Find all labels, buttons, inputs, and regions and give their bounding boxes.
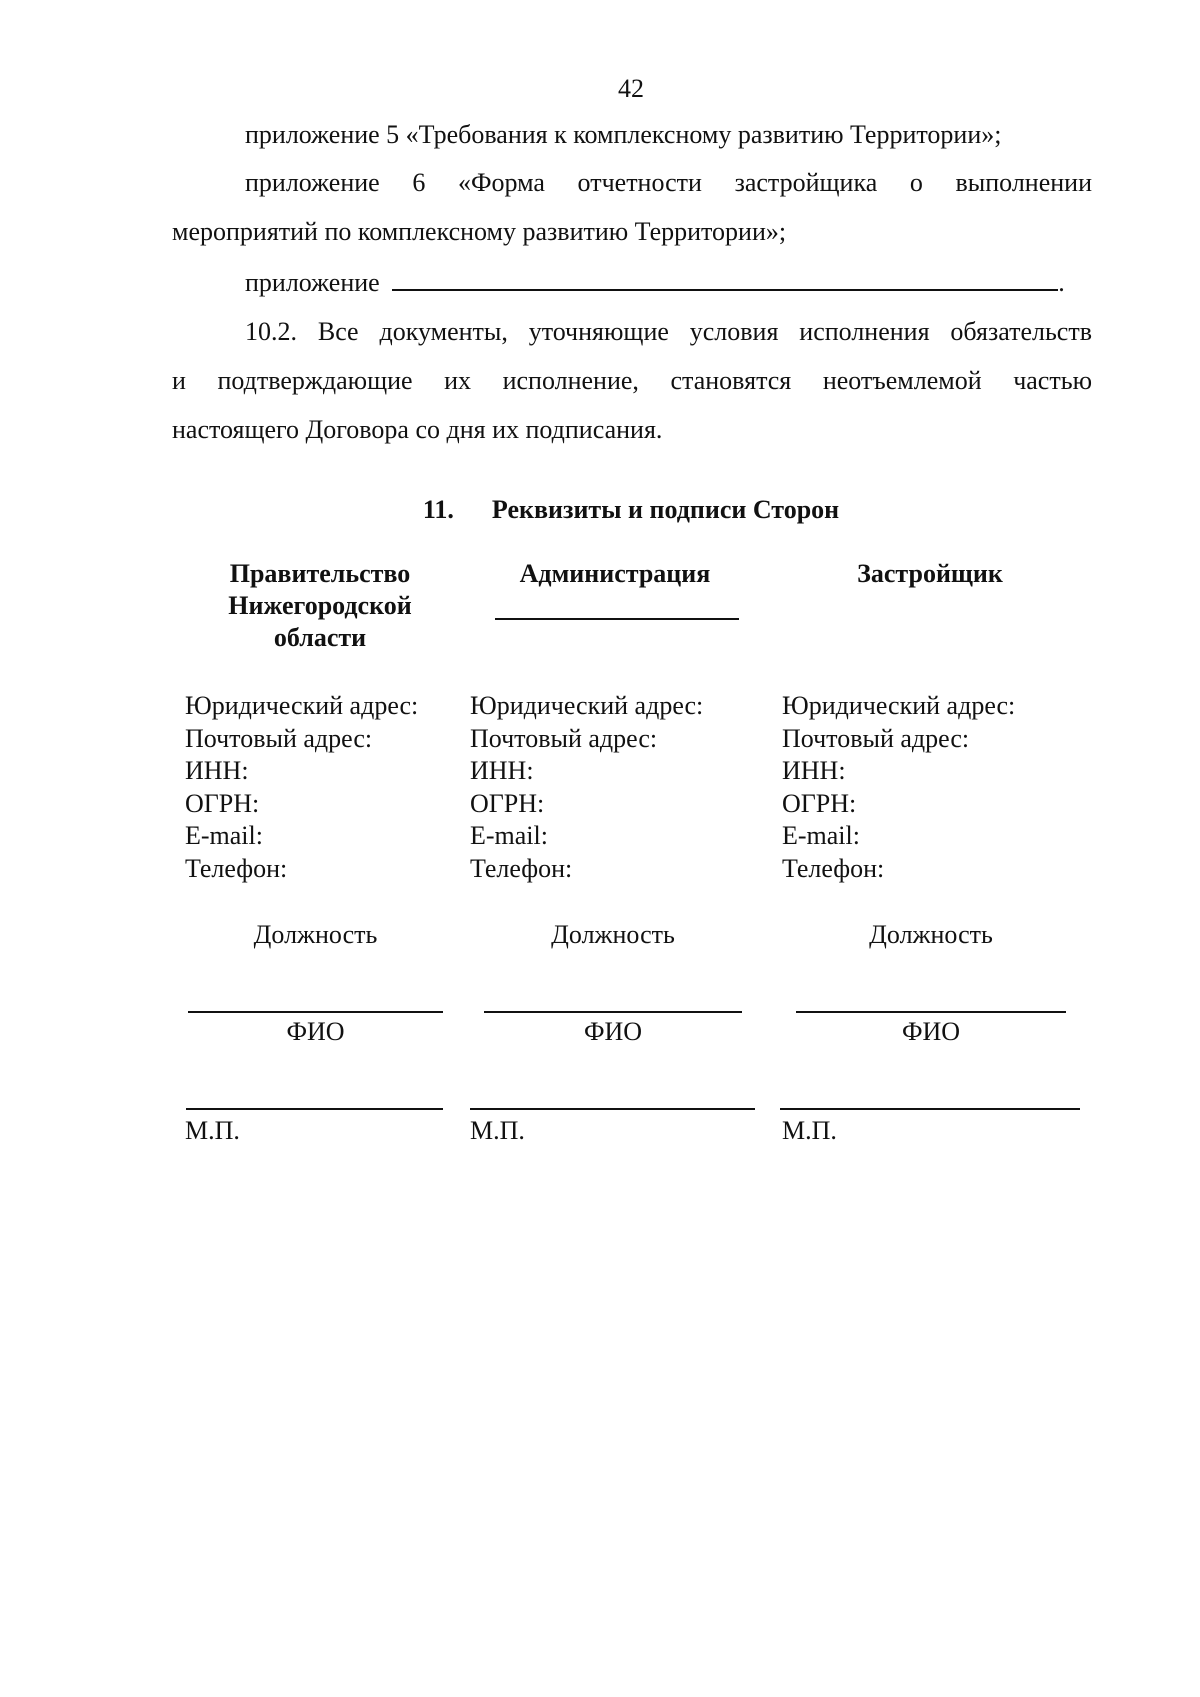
- party-2-position-label: Должность: [551, 920, 675, 949]
- party-3-position-label: Должность: [869, 920, 993, 949]
- party-3-title-line-1: Застройщик: [857, 559, 1003, 588]
- party-1-title: [175, 558, 465, 654]
- appendix-5: приложение 5 «Требования к комплексному развитию Территории»;: [245, 120, 1002, 149]
- party-2-stamp-label: М.П.: [470, 1116, 525, 1145]
- party-2-email-label: E-mail:: [470, 821, 548, 850]
- appendix-blank-line: [245, 265, 1065, 300]
- party-1-inn-label: ИНН:: [185, 756, 249, 785]
- appendix-blank-label: приложение: [245, 268, 380, 297]
- section-title: Реквизиты и подписи Сторон: [491, 495, 840, 524]
- party-1-ogrn-label: ОГРН:: [185, 788, 260, 818]
- party-1-fields: [185, 690, 418, 885]
- party-3-inn-label: ИНН:: [782, 756, 846, 785]
- party-3-phone-label: Телефон:: [782, 853, 885, 883]
- appendix-6-line-1: приложение 6 «Форма отчетности застройщика о выполнении: [245, 168, 1092, 197]
- section-heading: [0, 493, 1200, 527]
- party-3-signature-line[interactable]: [796, 1011, 1066, 1013]
- party-1-name-label: ФИО: [286, 1017, 345, 1046]
- party-1-phone-label: Телефон:: [185, 853, 288, 883]
- party-3-ogrn-label: ОГРН:: [782, 788, 857, 818]
- party-3-legal-address-label: Юридический адрес:: [782, 691, 1016, 720]
- appendix-blank-field[interactable]: [392, 265, 1058, 291]
- party-1-position-label: Должность: [253, 920, 378, 949]
- party-1-title-line-2: Нижегородской: [228, 591, 412, 620]
- appendix-blank-end: .: [1058, 268, 1065, 297]
- page-number: 42: [618, 74, 644, 103]
- party-2-phone-label: Телефон:: [470, 853, 573, 883]
- party-3-email-label: E-mail:: [782, 821, 860, 850]
- clause-10-2-line-3: настоящего Договора со дня их подписания.: [172, 415, 663, 444]
- party-3-title: [780, 558, 1080, 590]
- clause-10-2-line-1: 10.2. Все документы, уточняющие условия исполнения обязательств: [245, 317, 1092, 346]
- party-1-title-line-3: области: [273, 623, 367, 652]
- party-2-postal-address-label: Почтовый адрес:: [470, 723, 658, 753]
- party-3-fields: [782, 690, 1015, 885]
- party-2-inn-label: ИНН:: [470, 756, 534, 785]
- party-2-name-label: ФИО: [583, 1017, 643, 1046]
- party-1-signature-line[interactable]: [188, 1011, 443, 1013]
- party-2-stamp-line[interactable]: [470, 1108, 755, 1110]
- party-1-stamp-label: М.П.: [185, 1116, 240, 1145]
- party-3-stamp-label: М.П.: [782, 1116, 837, 1145]
- party-2-fields: [470, 690, 703, 885]
- party-1-legal-address-label: Юридический адрес:: [185, 691, 419, 720]
- party-2-signature-line[interactable]: [484, 1011, 742, 1013]
- party-3-name-label: ФИО: [901, 1017, 961, 1046]
- party-1-postal-address-label: Почтовый адрес:: [185, 723, 373, 753]
- section-number: 11.: [422, 495, 454, 524]
- party-3-postal-address-label: Почтовый адрес:: [782, 723, 970, 753]
- party-1-stamp-line[interactable]: [186, 1108, 443, 1110]
- party-2-title: [470, 558, 760, 590]
- party-2-title-line-1: Администрация: [519, 559, 711, 588]
- clause-10-2-line-2: и подтверждающие их исполнение, становятся неотъемлемой частью: [172, 366, 1092, 395]
- party-2-legal-address-label: Юридический адрес:: [470, 691, 704, 720]
- party-1-title-line-1: Правительство: [229, 559, 411, 588]
- party-3-stamp-line[interactable]: [780, 1108, 1080, 1110]
- party-2-ogrn-label: ОГРН:: [470, 788, 545, 818]
- party-2-name-blank[interactable]: [495, 618, 739, 620]
- appendix-6-line-2: мероприятий по комплексному развитию Территории»;: [172, 217, 787, 246]
- party-1-email-label: E-mail:: [185, 821, 263, 850]
